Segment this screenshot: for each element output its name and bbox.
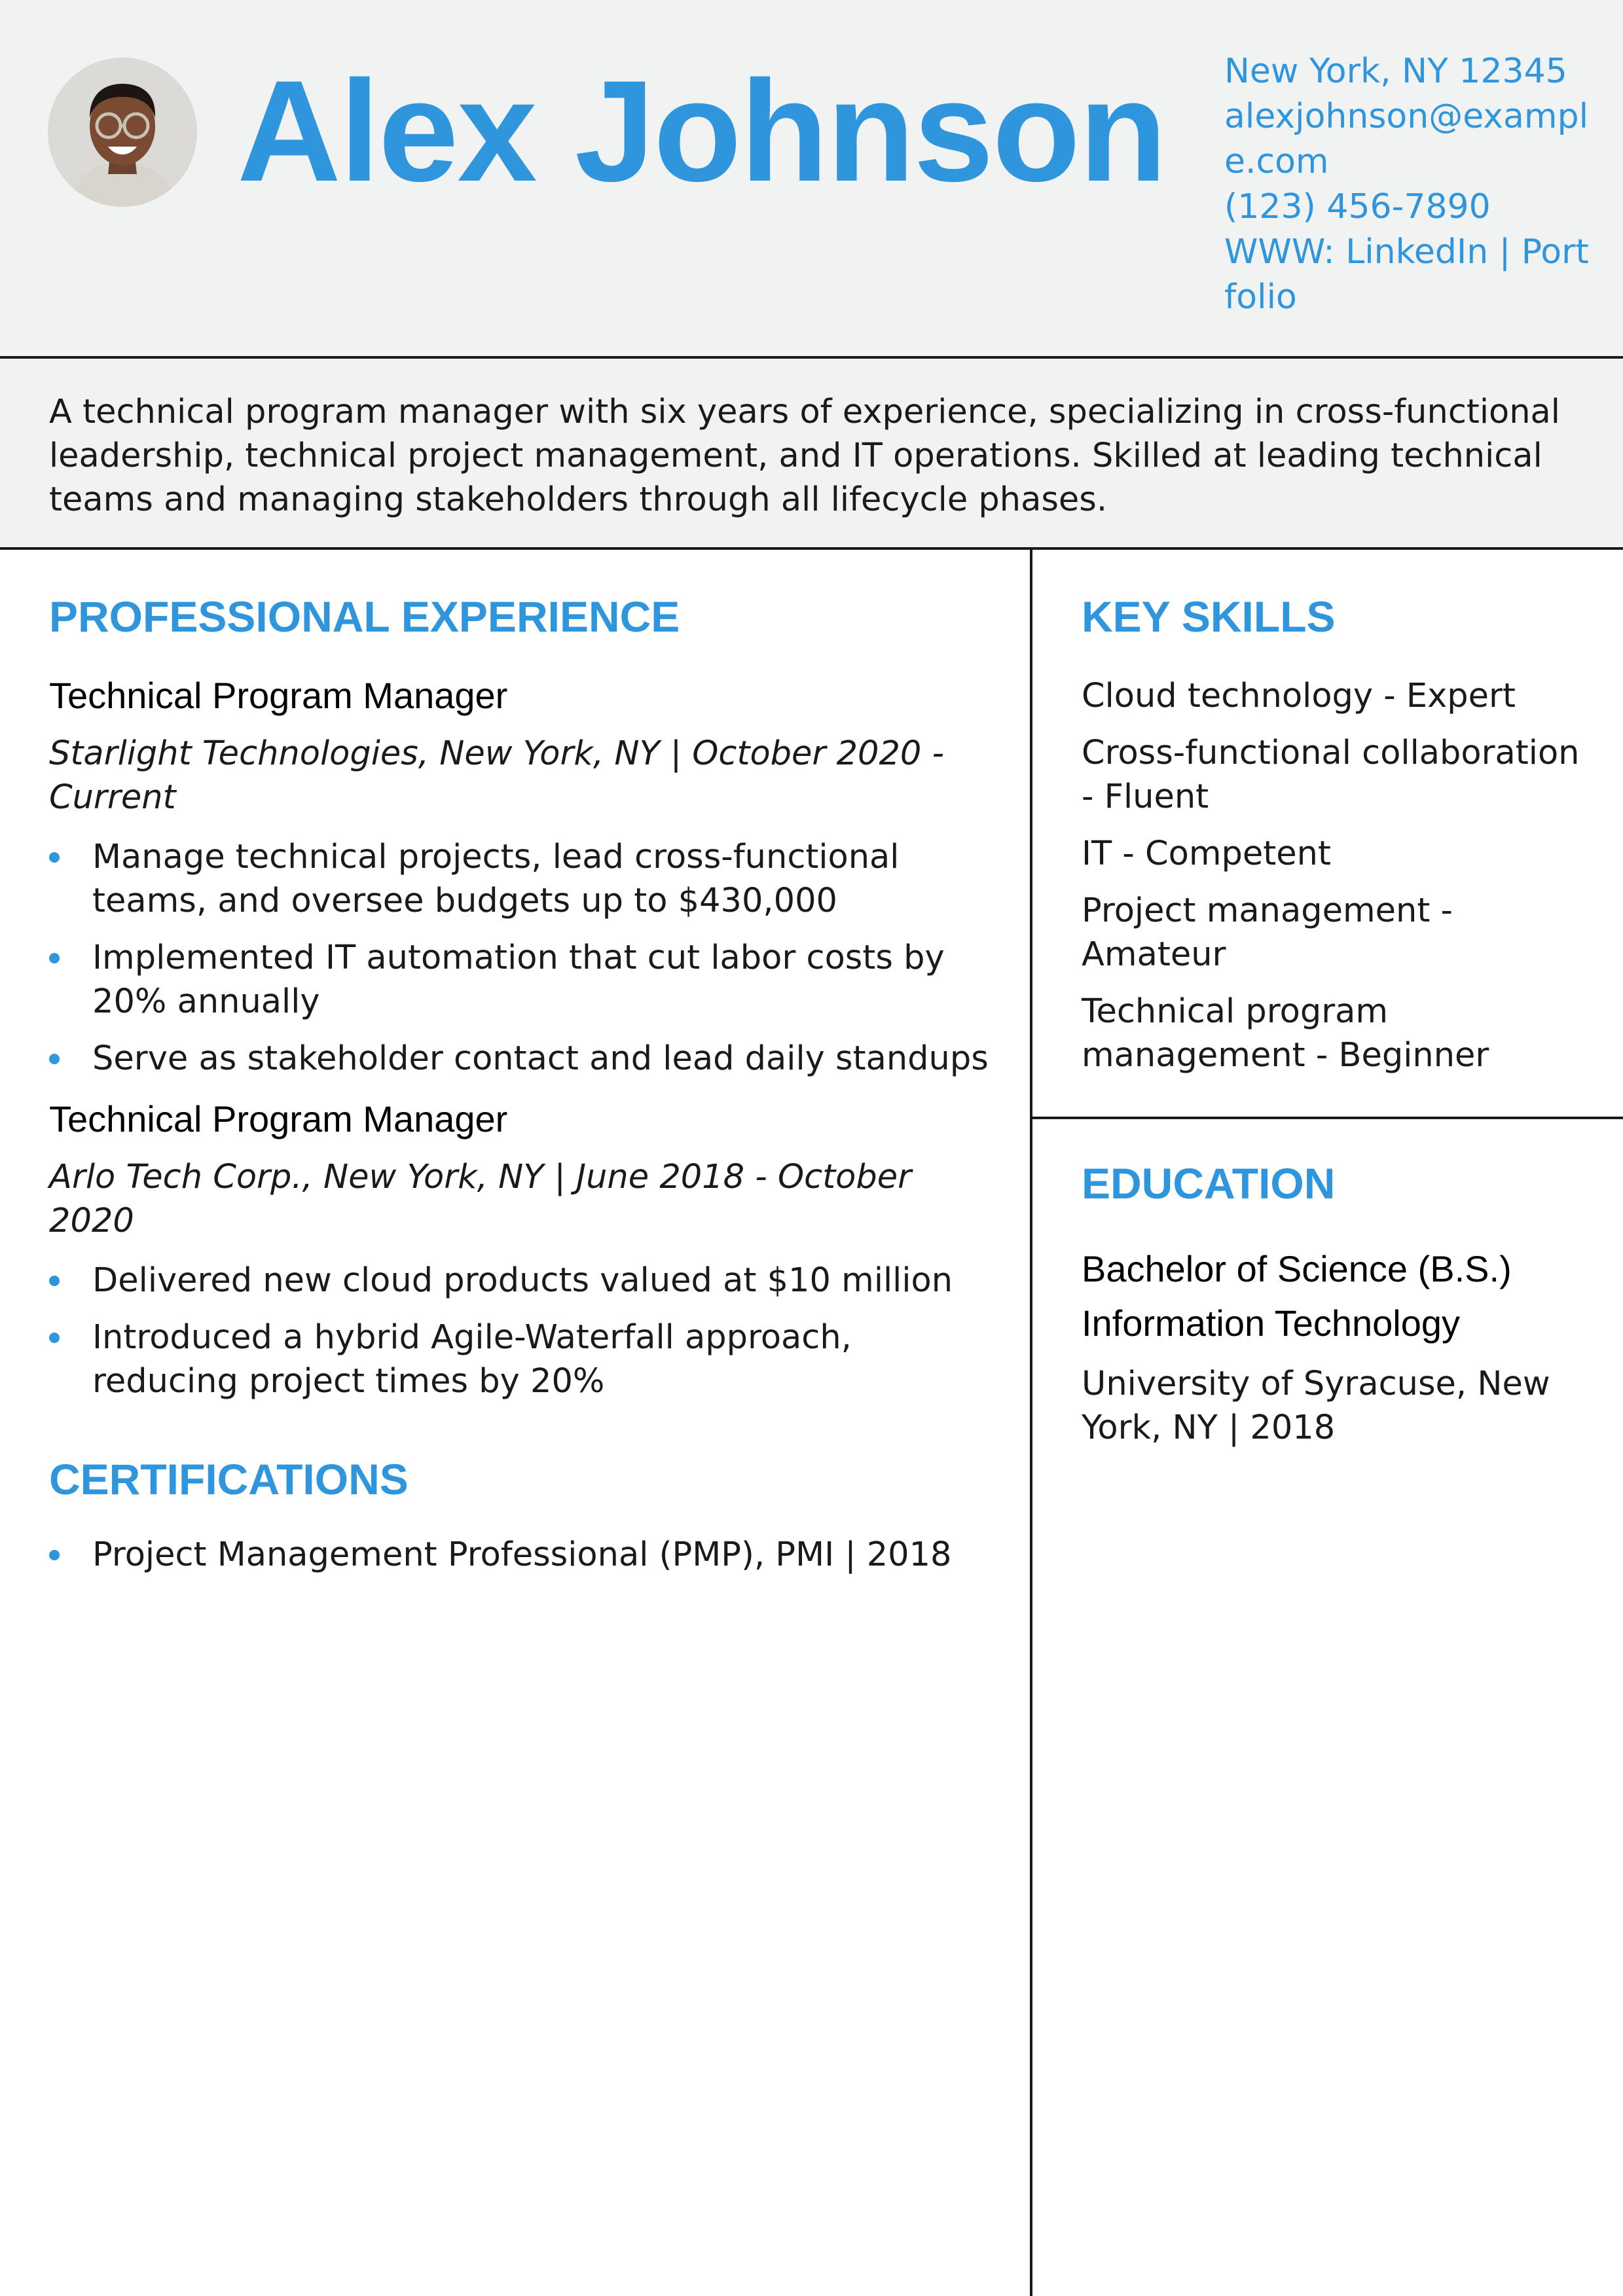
skills-heading: KEY SKILLS bbox=[1082, 592, 1336, 641]
job-role: Technical Program Manager bbox=[49, 1098, 508, 1139]
skill-item: Technical program management - Beginner bbox=[1082, 992, 1489, 1075]
certification-text: Project Management Professional (PMP), PMI | 2018 bbox=[92, 1535, 952, 1574]
job-role: Technical Program Manager bbox=[49, 675, 508, 716]
skill-item: Cloud technology - Expert bbox=[1082, 677, 1516, 715]
left-column bbox=[49, 589, 992, 1590]
contact-links[interactable]: WWW: LinkedIn | Portfolio bbox=[1224, 232, 1589, 317]
skill-item: IT - Competent bbox=[1082, 834, 1331, 873]
column-divider bbox=[1030, 550, 1032, 2296]
resume-header bbox=[0, 0, 1623, 359]
bullet-text: Introduced a hybrid Agile-Waterfall approach, reducing project times by 20% bbox=[92, 1318, 852, 1401]
bullet-icon bbox=[49, 953, 60, 963]
experience-heading: PROFESSIONAL EXPERIENCE bbox=[49, 592, 680, 641]
bullet-icon bbox=[49, 1276, 60, 1286]
right-column bbox=[1082, 589, 1599, 1090]
education-heading: EDUCATION bbox=[1082, 1159, 1336, 1208]
job-bullets bbox=[49, 1259, 992, 1403]
bullet-icon bbox=[49, 1333, 60, 1343]
contact-info bbox=[1224, 49, 1591, 320]
job-bullets bbox=[49, 835, 992, 1081]
list-item bbox=[49, 936, 992, 1024]
skill-item: Cross-functional collaboration - Fluent bbox=[1082, 734, 1580, 816]
certifications-heading: CERTIFICATIONS bbox=[49, 1455, 409, 1503]
list-item bbox=[49, 835, 992, 923]
skills-list bbox=[1082, 674, 1599, 1077]
bullet-text: Implemented IT automation that cut labor costs by 20% annually bbox=[92, 939, 945, 1021]
job-meta: Starlight Technologies, New York, NY | October 2020 - Current bbox=[49, 734, 944, 817]
bullet-icon bbox=[49, 1054, 60, 1064]
right-section-divider bbox=[1032, 1117, 1623, 1119]
bullet-icon bbox=[49, 852, 60, 863]
bullet-text: Serve as stakeholder contact and lead daily standups bbox=[92, 1039, 989, 1078]
profile-photo bbox=[48, 58, 197, 207]
job-entry bbox=[49, 673, 992, 1081]
list-item bbox=[49, 1316, 992, 1403]
bullet-text: Delivered new cloud products valued at $10 million bbox=[92, 1261, 953, 1300]
education-degree: Bachelor of Science (B.S.) Information Technology bbox=[1082, 1248, 1512, 1344]
contact-address: New York, NY 12345 bbox=[1224, 52, 1567, 91]
contact-email[interactable]: alexjohnson@example.com bbox=[1224, 97, 1589, 181]
list-item bbox=[49, 1037, 992, 1081]
certification-list bbox=[49, 1533, 992, 1577]
list-item bbox=[49, 1533, 992, 1577]
summary-section bbox=[0, 359, 1623, 550]
avatar bbox=[48, 58, 197, 207]
candidate-name: Alex Johnson bbox=[237, 50, 1166, 211]
summary-text: A technical program manager with six years of experience, specializing in cross-functional leadership, technical project management, and IT operations. Skilled at leading technical teams and managing stakeholders through all lifecycle phases. bbox=[49, 393, 1560, 519]
job-entry bbox=[49, 1096, 992, 1403]
contact-phone[interactable]: (123) 456-7890 bbox=[1224, 187, 1491, 226]
bullet-text: Manage technical projects, lead cross-functional teams, and oversee budgets up to $430,000 bbox=[92, 838, 900, 920]
list-item bbox=[49, 1259, 992, 1302]
skill-item: Project management - Amateur bbox=[1082, 891, 1453, 974]
education-school: University of Syracuse, New York, NY | 2018 bbox=[1082, 1365, 1550, 1447]
bullet-icon bbox=[49, 1550, 60, 1560]
job-meta: Arlo Tech Corp., New York, NY | June 2018 - October 2020 bbox=[49, 1158, 912, 1240]
